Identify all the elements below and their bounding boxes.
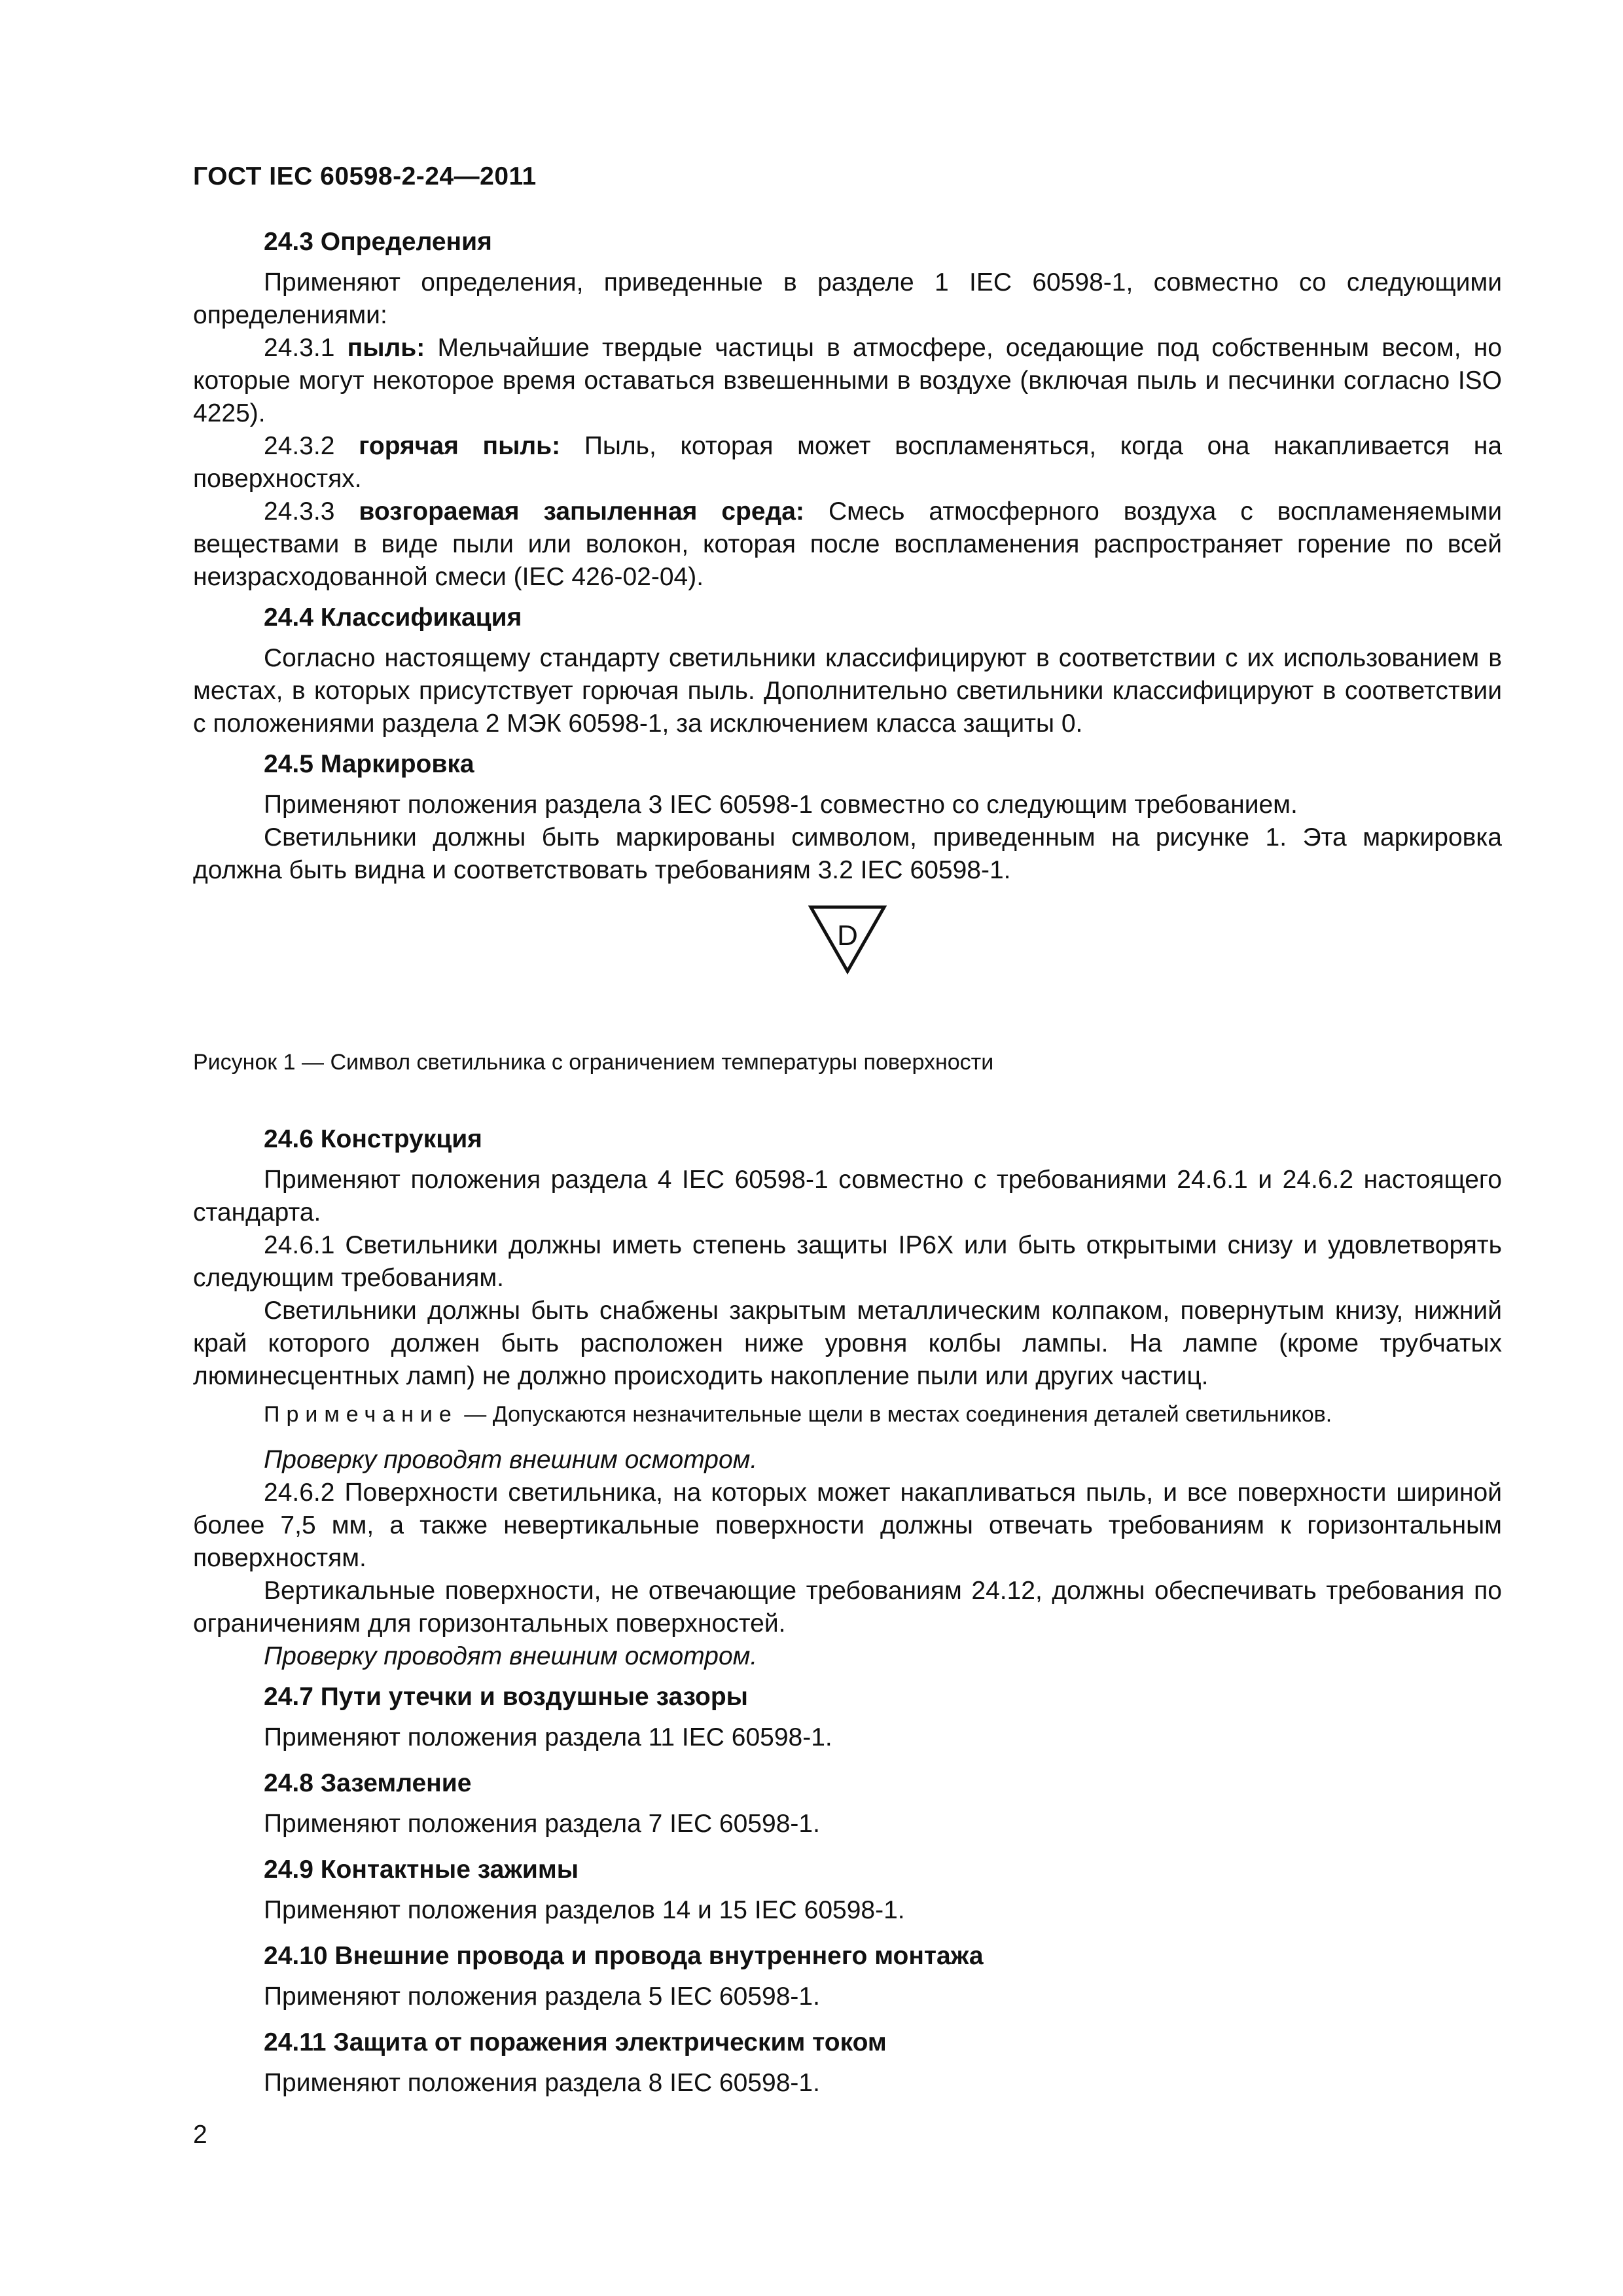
definition-24-3-3 bbox=[193, 495, 1502, 594]
note bbox=[193, 1399, 1502, 1429]
definition-term: возгораемая запыленная среда: bbox=[359, 497, 804, 526]
definition-term: горячая пыль: bbox=[359, 432, 561, 460]
definition-24-3-1 bbox=[193, 332, 1502, 430]
paragraph: Применяют определения, приведенные в разделе 1 IEC 60598-1, совместно со следующими определениями: bbox=[193, 268, 1502, 329]
paragraph: Вертикальные поверхности, не отвечающие требованиям 24.12, должны обеспечивать требования по ограничениям для горизонтальных поверхностей. bbox=[193, 1577, 1502, 1638]
section-heading-24-7: 24.7 Пути утечки и воздушные зазоры bbox=[264, 1683, 748, 1711]
definition-number: 24.3.2 bbox=[264, 432, 335, 460]
section-heading-24-11: 24.11 Защита от поражения электрическим током bbox=[264, 2028, 887, 2056]
paragraph: 24.6.2 Поверхности светильника, на которых может накапливаться пыль, и все поверхности шириной более 7,5 мм, а также невертикальные поверхности должны отвечать требованиям к горизонтальным поверхностям. bbox=[193, 1479, 1502, 1572]
paragraph: Применяют положения раздела 11 IEC 60598-1. bbox=[264, 1723, 832, 1751]
definition-text: Пыль, которая может воспламеняться, когда она накапливается на поверхностях. bbox=[193, 432, 1503, 493]
paragraph: Применяют положения раздела 4 IEC 60598-1 совместно с требованиями 24.6.1 и 24.6.2 настоящего стандарта. bbox=[193, 1166, 1502, 1227]
document-header: ГОСТ IEC 60598-2-24—2011 bbox=[193, 162, 537, 190]
section-heading-24-10: 24.10 Внешние провода и провода внутреннего монтажа bbox=[264, 1942, 984, 1970]
definition-text: Смесь атмосферного воздуха с воспламеняемыми веществами в виде пыли или волокон, которая после воспламенения распространяет горение по всей неизрасходованной смеси (IEC 426-02-04). bbox=[193, 497, 1502, 591]
check-statement: Проверку проводят внешним осмотром. bbox=[264, 1446, 758, 1474]
paragraph: Применяют положения разделов 14 и 15 IEC 60598-1. bbox=[264, 1896, 905, 1924]
definition-text: Мельчайшие твердые частицы в атмосфере, оседающие под собственным весом, но которые могут некоторое время оставаться взвешенными в воздухе (включая пыль и песчинки согласно ISO 4225). bbox=[193, 334, 1502, 427]
section-heading-24-8: 24.8 Заземление bbox=[264, 1769, 472, 1797]
document-body bbox=[193, 226, 1502, 2100]
paragraph: Светильники должны быть снабжены закрытым металлическим колпаком, повернутым книзу, нижний край которого должен быть расположен ниже уровня колбы лампы. На лампе (кроме трубчатых люминесцентных ламп) не должно происходить накопление пыли или других частиц. bbox=[193, 1297, 1502, 1390]
check-statement: Проверку проводят внешним осмотром. bbox=[264, 1642, 758, 1670]
section-heading-24-9: 24.9 Контактные зажимы bbox=[264, 1856, 579, 1884]
paragraph: Применяют положения раздела 5 IEC 60598-1. bbox=[264, 1982, 820, 2011]
definition-number: 24.3.3 bbox=[264, 497, 335, 526]
figure-caption: Рисунок 1 — Символ светильника с ограничением температуры поверхности bbox=[193, 1050, 994, 1075]
section-heading-24-3: 24.3 Определения bbox=[264, 228, 492, 256]
section-heading-24-6: 24.6 Конструкция bbox=[264, 1125, 482, 1153]
note-label: Примечание bbox=[264, 1402, 458, 1427]
section-heading-24-5: 24.5 Маркировка bbox=[264, 750, 474, 778]
note-text: — Допускаются незначительные щели в местах соединения деталей светильников. bbox=[457, 1402, 1332, 1427]
definition-number: 24.3.1 bbox=[264, 334, 335, 362]
paragraph: Применяют положения раздела 8 IEC 60598-1. bbox=[264, 2069, 820, 2097]
paragraph: Светильники должны быть маркированы символом, приведенным на рисунке 1. Эта маркировка должна быть видна и соответствовать требованиям 3.2 IEC 60598-1. bbox=[193, 823, 1502, 884]
d-triangle-symbol-icon bbox=[808, 903, 887, 977]
symbol-letter: D bbox=[837, 920, 858, 952]
section-heading-24-4: 24.4 Классификация bbox=[264, 603, 522, 632]
figure-1 bbox=[193, 903, 1502, 1028]
definition-term: пыль: bbox=[347, 334, 425, 362]
paragraph: Применяют положения раздела 7 IEC 60598-1. bbox=[264, 1810, 820, 1838]
paragraph: Применяют положения раздела 3 IEC 60598-1 совместно со следующим требованием. bbox=[264, 791, 1298, 819]
definition-24-3-2 bbox=[193, 430, 1502, 495]
page-number: 2 bbox=[193, 2121, 207, 2149]
paragraph: Согласно настоящему стандарту светильники классифицируют в соответствии с их использованием в местах, в которых присутствует горючая пыль. Дополнительно светильники классифицируют в соответствии с положениями раздела 2 МЭК 60598-1, за исключением класса защиты 0. bbox=[193, 644, 1502, 738]
paragraph: 24.6.1 Светильники должны иметь степень защиты IP6X или быть открытыми снизу и удовлетворять следующим требованиям. bbox=[193, 1231, 1502, 1292]
